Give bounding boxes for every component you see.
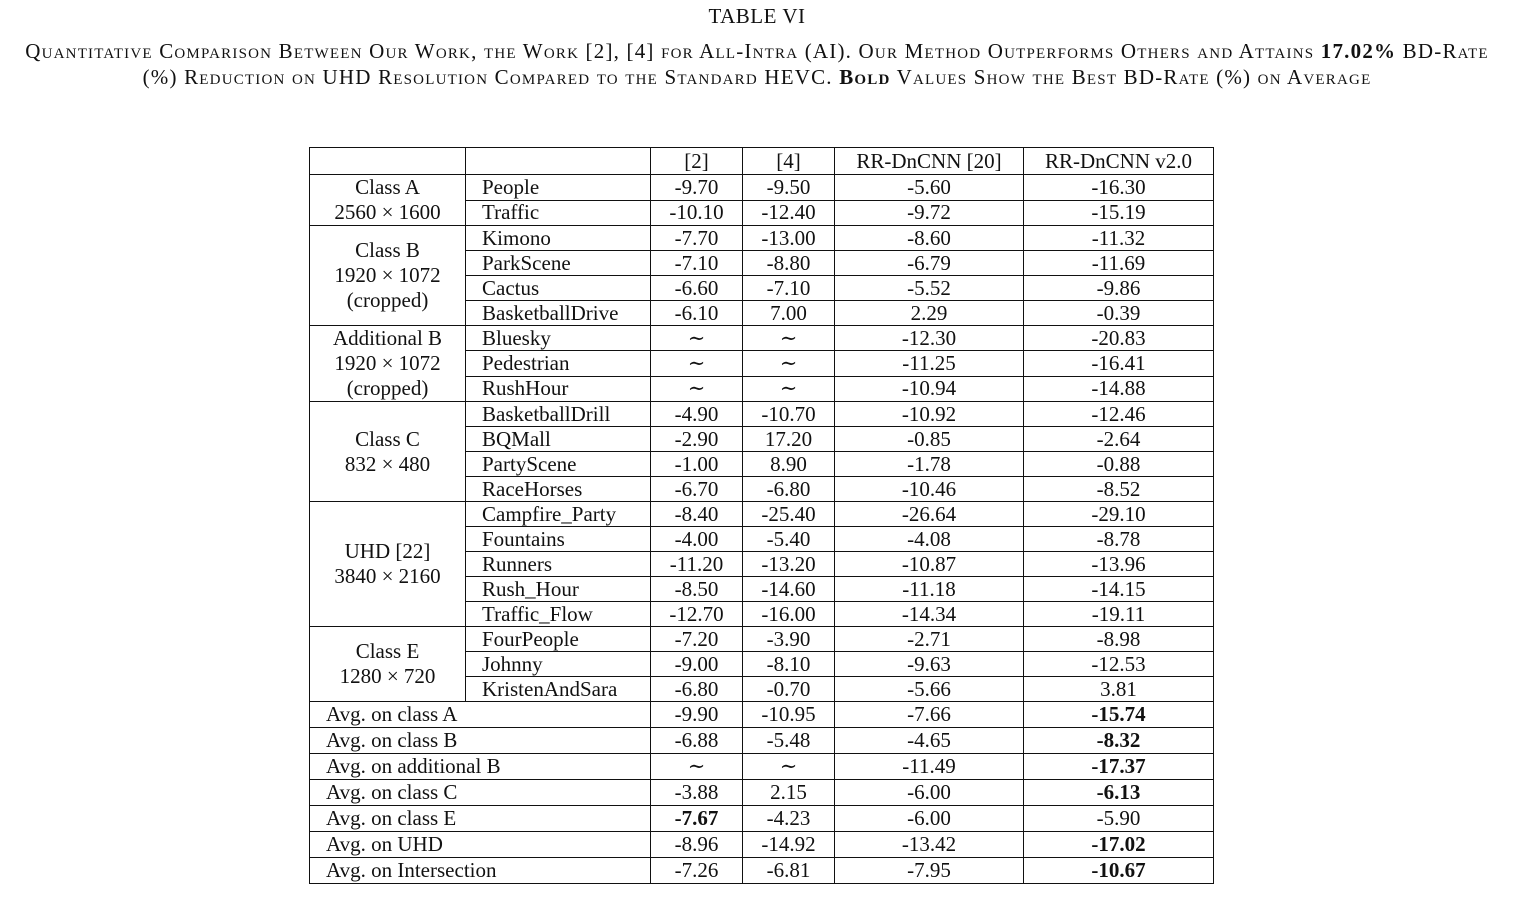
group-label: [310, 627, 466, 702]
sequence-name: Rush_Hour: [466, 577, 651, 602]
value-ref-2: -4.90: [651, 402, 743, 427]
value-ref-2: -7.10: [651, 251, 743, 276]
table-row: [310, 402, 1214, 427]
group-label-line: 1920 × 1072: [334, 263, 441, 287]
group-label-line: UHD [22]: [344, 539, 431, 563]
value-ref-2: -2.90: [651, 427, 743, 452]
average-row: [310, 858, 1214, 884]
group-label-line: Class A: [355, 175, 420, 199]
value-rr-dncnn: -1.78: [835, 452, 1024, 477]
group-label-line: (cropped): [346, 288, 429, 312]
value-ref-4: -3.90: [743, 627, 835, 652]
average-row: [310, 728, 1214, 754]
average-value-r4: -4.23: [743, 806, 835, 832]
sequence-name: KristenAndSara: [466, 677, 651, 702]
value-rr-dncnn: -14.34: [835, 602, 1024, 627]
value-rr-dncnn-v2: -13.96: [1024, 552, 1214, 577]
group-label: [310, 175, 466, 226]
table-body: [310, 148, 1214, 884]
sequence-name: FourPeople: [466, 627, 651, 652]
average-value-v2: -17.02: [1024, 832, 1214, 858]
sequence-name: Fountains: [466, 527, 651, 552]
sequence-name: Pedestrian: [466, 351, 651, 376]
value-ref-4: -9.50: [743, 175, 835, 201]
group-label: [310, 402, 466, 502]
group-label: [310, 502, 466, 627]
average-value-rr: -11.49: [835, 754, 1024, 780]
value-ref-4: -8.10: [743, 652, 835, 677]
average-value-r4: -6.81: [743, 858, 835, 884]
group-label-line: Additional B: [332, 326, 443, 350]
value-ref-2: -4.00: [651, 527, 743, 552]
average-value-v2: -8.32: [1024, 728, 1214, 754]
value-rr-dncnn: -10.46: [835, 477, 1024, 502]
average-value-r2: -8.96: [651, 832, 743, 858]
average-value-rr: -6.00: [835, 780, 1024, 806]
value-ref-2: -12.70: [651, 602, 743, 627]
caption-part-2: BD-Rate (%) Reduction on UHD Resolution Compared to the Standard HEVC.: [142, 39, 1489, 89]
header-ref-4: [4]: [743, 148, 835, 175]
average-value-rr: -6.00: [835, 806, 1024, 832]
value-rr-dncnn: -6.79: [835, 251, 1024, 276]
average-value-rr: -7.66: [835, 702, 1024, 728]
average-value-v2: -15.74: [1024, 702, 1214, 728]
value-rr-dncnn-v2: -8.78: [1024, 527, 1214, 552]
sequence-name: Campfire_Party: [466, 502, 651, 527]
value-ref-2: ∼: [651, 326, 743, 351]
value-ref-4: -7.10: [743, 276, 835, 301]
average-label: Avg. on class E: [310, 806, 651, 832]
value-rr-dncnn: -5.66: [835, 677, 1024, 702]
value-rr-dncnn: -9.72: [835, 200, 1024, 226]
header-rr-dncnn-v2: RR-DnCNN v2.0: [1024, 148, 1214, 175]
value-rr-dncnn-v2: -12.53: [1024, 652, 1214, 677]
value-ref-4: -12.40: [743, 200, 835, 226]
value-ref-2: ∼: [651, 376, 743, 401]
group-label-line: 832 × 480: [344, 451, 431, 476]
value-rr-dncnn: -8.60: [835, 226, 1024, 251]
average-value-r4: -14.92: [743, 832, 835, 858]
sequence-name: BasketballDrill: [466, 402, 651, 427]
value-rr-dncnn: -4.08: [835, 527, 1024, 552]
average-value-rr: -4.65: [835, 728, 1024, 754]
average-row: [310, 702, 1214, 728]
group-label-line: Class C: [355, 426, 420, 451]
sequence-name: Cactus: [466, 276, 651, 301]
sequence-name: Bluesky: [466, 326, 651, 351]
value-rr-dncnn: -0.85: [835, 427, 1024, 452]
value-ref-2: -8.40: [651, 502, 743, 527]
value-rr-dncnn: -11.18: [835, 577, 1024, 602]
average-value-r2: -3.88: [651, 780, 743, 806]
value-rr-dncnn: -11.25: [835, 351, 1024, 376]
value-ref-4: -13.20: [743, 552, 835, 577]
value-rr-dncnn: 2.29: [835, 301, 1024, 326]
value-ref-2: -6.80: [651, 677, 743, 702]
average-value-v2: -10.67: [1024, 858, 1214, 884]
average-label: Avg. on class A: [310, 702, 651, 728]
value-rr-dncnn: -12.30: [835, 326, 1024, 351]
value-rr-dncnn: -2.71: [835, 627, 1024, 652]
sequence-name: ParkScene: [466, 251, 651, 276]
group-label-line: 1280 × 720: [339, 664, 436, 688]
value-ref-4: -14.60: [743, 577, 835, 602]
average-label: Avg. on class B: [310, 728, 651, 754]
average-value-rr: -7.95: [835, 858, 1024, 884]
value-rr-dncnn-v2: -0.39: [1024, 301, 1214, 326]
average-value-r2: -7.26: [651, 858, 743, 884]
value-rr-dncnn: -5.60: [835, 175, 1024, 201]
table-row: [310, 226, 1214, 251]
value-ref-2: ∼: [651, 351, 743, 376]
value-ref-4: -5.40: [743, 527, 835, 552]
caption-bold-word: Bold: [839, 65, 891, 89]
sequence-name: Runners: [466, 552, 651, 577]
group-label: [310, 226, 466, 326]
value-rr-dncnn-v2: -29.10: [1024, 502, 1214, 527]
sequence-name: Traffic_Flow: [466, 602, 651, 627]
average-label: Avg. on additional B: [310, 754, 651, 780]
group-label: [310, 326, 466, 402]
value-ref-2: -6.10: [651, 301, 743, 326]
value-rr-dncnn: -5.52: [835, 276, 1024, 301]
average-value-r2: -6.88: [651, 728, 743, 754]
header-row: [310, 148, 1214, 175]
sequence-name: Johnny: [466, 652, 651, 677]
value-ref-4: ∼: [743, 351, 835, 376]
value-ref-4: -13.00: [743, 226, 835, 251]
header-class: [310, 148, 466, 175]
sequence-name: Kimono: [466, 226, 651, 251]
value-rr-dncnn-v2: -11.32: [1024, 226, 1214, 251]
value-ref-2: -8.50: [651, 577, 743, 602]
group-label-line: (cropped): [346, 376, 429, 400]
value-ref-4: -10.70: [743, 402, 835, 427]
value-rr-dncnn-v2: -11.69: [1024, 251, 1214, 276]
value-ref-4: 8.90: [743, 452, 835, 477]
average-value-v2: -6.13: [1024, 780, 1214, 806]
caption-part-1: Quantitative Comparison Between Our Work, the Work [2], [4] for All-Intra (AI). Our Method Outperforms Others and Attains: [25, 39, 1321, 63]
sequence-name: RaceHorses: [466, 477, 651, 502]
value-rr-dncnn-v2: -0.88: [1024, 452, 1214, 477]
sequence-name: People: [466, 175, 651, 201]
table-row: [310, 175, 1214, 201]
value-rr-dncnn: -10.94: [835, 376, 1024, 401]
average-row: [310, 806, 1214, 832]
group-label-line: 3840 × 2160: [334, 564, 441, 588]
table-row: [310, 627, 1214, 652]
table-row: [310, 502, 1214, 527]
value-ref-4: -8.80: [743, 251, 835, 276]
value-rr-dncnn: -10.92: [835, 402, 1024, 427]
value-ref-4: -16.00: [743, 602, 835, 627]
sequence-name: BQMall: [466, 427, 651, 452]
average-value-r4: -5.48: [743, 728, 835, 754]
average-value-r2: -7.67: [651, 806, 743, 832]
average-row: [310, 832, 1214, 858]
group-label-line: Class B: [355, 238, 420, 262]
value-rr-dncnn-v2: -16.41: [1024, 351, 1214, 376]
value-rr-dncnn-v2: -8.98: [1024, 627, 1214, 652]
value-ref-2: -9.70: [651, 175, 743, 201]
value-ref-4: -25.40: [743, 502, 835, 527]
average-row: [310, 754, 1214, 780]
value-rr-dncnn-v2: -14.88: [1024, 376, 1214, 401]
value-ref-4: -6.80: [743, 477, 835, 502]
value-ref-2: -6.60: [651, 276, 743, 301]
value-rr-dncnn-v2: -19.11: [1024, 602, 1214, 627]
average-value-r4: -10.95: [743, 702, 835, 728]
table-number: TABLE VI: [708, 4, 806, 28]
value-rr-dncnn-v2: -20.83: [1024, 326, 1214, 351]
value-rr-dncnn-v2: -9.86: [1024, 276, 1214, 301]
group-label-line: Class E: [355, 639, 420, 663]
value-ref-2: -7.20: [651, 627, 743, 652]
average-value-r2: -9.90: [651, 702, 743, 728]
value-rr-dncnn-v2: -14.15: [1024, 577, 1214, 602]
header-rr-dncnn: RR-DnCNN [20]: [835, 148, 1024, 175]
value-ref-4: ∼: [743, 326, 835, 351]
sequence-name: PartyScene: [466, 452, 651, 477]
value-ref-2: -10.10: [651, 200, 743, 226]
table-row: [310, 326, 1214, 351]
value-ref-2: -1.00: [651, 452, 743, 477]
value-ref-2: -6.70: [651, 477, 743, 502]
group-label-line: 2560 × 1600: [334, 200, 441, 224]
value-ref-2: -9.00: [651, 652, 743, 677]
average-value-r2: ∼: [651, 754, 743, 780]
value-ref-2: -11.20: [651, 552, 743, 577]
average-row: [310, 780, 1214, 806]
value-ref-4: 17.20: [743, 427, 835, 452]
sequence-name: Traffic: [466, 200, 651, 226]
average-value-r4: 2.15: [743, 780, 835, 806]
sequence-name: BasketballDrive: [466, 301, 651, 326]
average-label: Avg. on UHD: [310, 832, 651, 858]
average-value-rr: -13.42: [835, 832, 1024, 858]
value-rr-dncnn-v2: -8.52: [1024, 477, 1214, 502]
value-rr-dncnn-v2: -2.64: [1024, 427, 1214, 452]
value-rr-dncnn: -10.87: [835, 552, 1024, 577]
value-rr-dncnn: -26.64: [835, 502, 1024, 527]
value-ref-4: 7.00: [743, 301, 835, 326]
average-value-r4: ∼: [743, 754, 835, 780]
value-ref-2: -7.70: [651, 226, 743, 251]
value-ref-4: ∼: [743, 376, 835, 401]
value-rr-dncnn-v2: -12.46: [1024, 402, 1214, 427]
table-caption: [8, 38, 1506, 90]
value-rr-dncnn: -9.63: [835, 652, 1024, 677]
header-sequence: [466, 148, 651, 175]
average-value-v2: -5.90: [1024, 806, 1214, 832]
value-ref-4: -0.70: [743, 677, 835, 702]
average-label: Avg. on Intersection: [310, 858, 651, 884]
average-label: Avg. on class C: [310, 780, 651, 806]
caption-highlight: 17.02%: [1320, 39, 1397, 63]
sequence-name: RushHour: [466, 376, 651, 401]
value-rr-dncnn-v2: 3.81: [1024, 677, 1214, 702]
value-rr-dncnn-v2: -15.19: [1024, 200, 1214, 226]
bd-rate-comparison-table: [309, 147, 1214, 884]
average-value-v2: -17.37: [1024, 754, 1214, 780]
value-rr-dncnn-v2: -16.30: [1024, 175, 1214, 201]
group-label-line: 1920 × 1072: [334, 351, 441, 375]
header-ref-2: [2]: [651, 148, 743, 175]
caption-part-3: Values Show the Best BD-Rate (%) on Average: [890, 65, 1372, 89]
